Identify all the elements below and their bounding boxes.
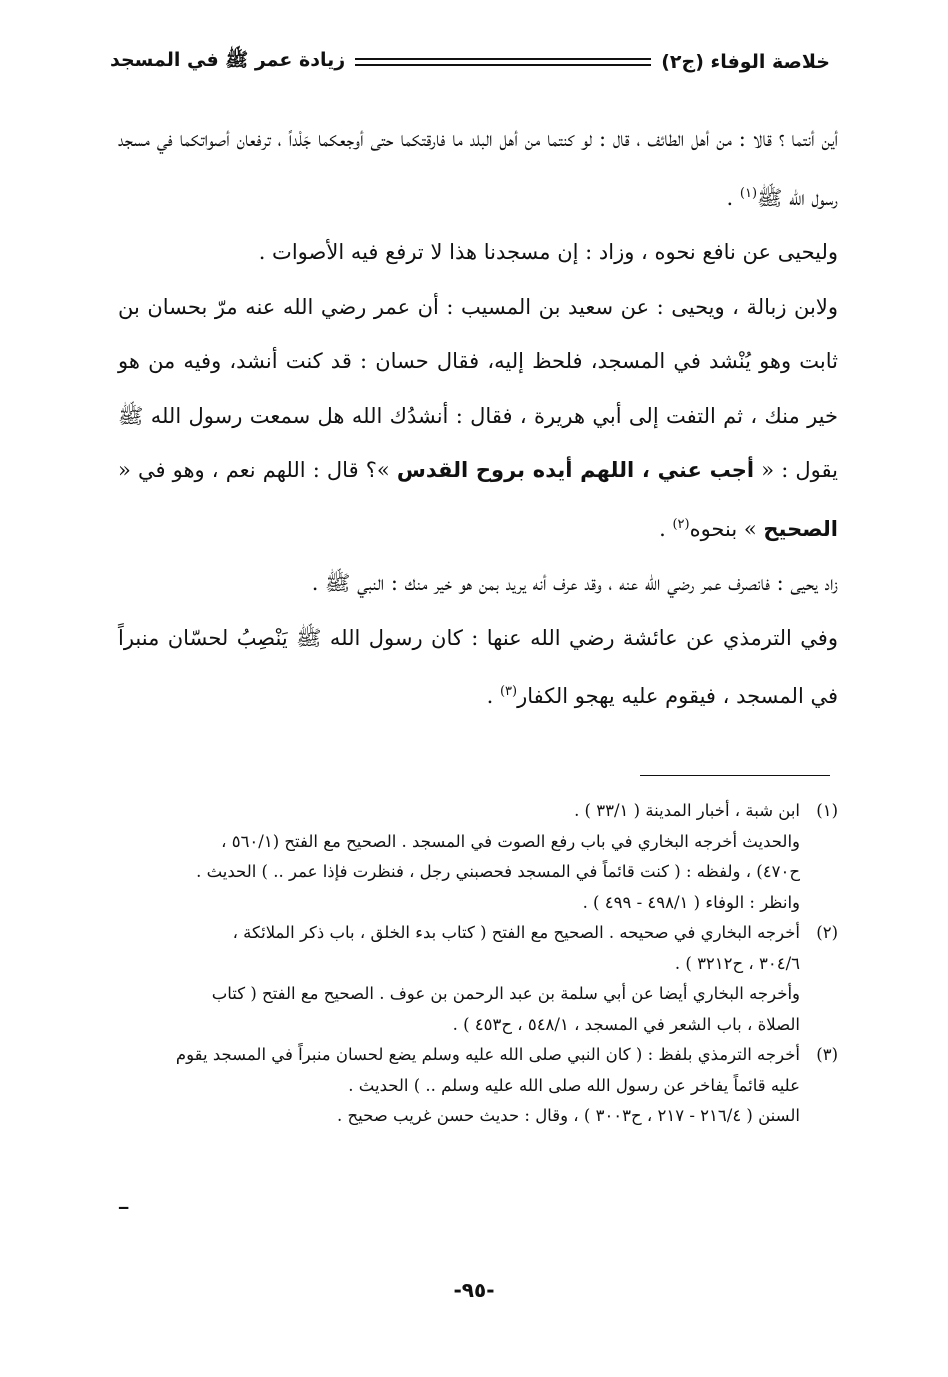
book-title: خلاصة الوفاء (ج٢) [661, 51, 830, 73]
page-number: -٩٥- [453, 1278, 495, 1302]
paragraph-3-text-a: ولابن زبالة ، ويحيى : عن سعيد بن المسيب : أن عمر رضي الله عنه مرّ بحسان بن ثابت وهو يُنْشد في المسجد، فلحظ إليه، فقال حسان : قد كنت أنشد، وفيه من هو خير منك ، ثم التفت إلى أبي هريرة ، فقال : أنشدُك الله هل سمعت رسول الله ﷺ يقول : « [118, 294, 838, 482]
footnote-line: ح٤٧٠) ، ولفظه : ( كنت قائماً في المسجد فحصبني رجل ، فنظرت فإذا عمر .. ) الحديث . [196, 862, 800, 881]
hadith-quote: أجب عني ، اللهم أيده بروح القدس [396, 458, 755, 482]
footnote-line: الصلاة ، باب الشعر في المسجد ، ٥٤٨/١ ، ح٤٥٣ ) . [452, 1014, 800, 1034]
footnote-3 [118, 1040, 838, 1132]
footnote-line: ابن شبة ، أخبار المدينة ( ٣٣/١ ) . [574, 801, 800, 820]
paragraph-5-end: . [486, 684, 500, 708]
paragraph-3-text-c: » بنحوه [689, 516, 764, 541]
paragraph-4: زاد يحيى : فانصرف عمر رضي الله عنه ، وقد عرف أنه يريد بمن هو خير منك : النبي ﷺ . [311, 571, 838, 595]
paragraph-1 [118, 112, 838, 225]
end-mark: -- [118, 1197, 128, 1216]
footnotes [118, 796, 838, 1132]
footnote-ref-3[interactable]: (٣) [499, 684, 518, 699]
footnote-number: (٢) [816, 923, 838, 942]
footnote-line: السنن ( ٢١٦/٤ - ٢١٧ ، ح٣٠٠٣ ) ، وقال : حديث حسن غريب صحيح . [336, 1106, 800, 1125]
paragraph-1-end: . [726, 185, 740, 210]
footnote-line: وأخرجه البخاري أيضا عن أبي سلمة بن عبد الرحمن بن عوف . الصحيح مع الفتح ( كتاب [211, 984, 800, 1003]
chapter-title: زيادة عمر ﷺ في المسجد [110, 49, 346, 71]
header-rule [355, 58, 651, 66]
footnote-line: ٣٠٤/٦ ، ح٣٢١٢ ) . [674, 953, 800, 973]
footnote-body [118, 918, 800, 1040]
footnote-2 [118, 918, 838, 1040]
footnote-body [118, 1040, 800, 1132]
footnote-number: (١) [816, 801, 838, 820]
footnote-1 [118, 796, 838, 918]
running-header [110, 42, 830, 82]
paragraph-5 [118, 611, 838, 724]
footnote-line: أخرجه البخاري في صحيحه . الصحيح مع الفتح ( كتاب بدء الخلق ، باب ذكر الملائكة ، [232, 923, 800, 942]
footnote-ref-2[interactable]: (٢) [672, 516, 690, 532]
footnote-line: أخرجه الترمذي بلفظ : ( كان النبي صلى الله عليه وسلم يضع لحسان منبراً في المسجد يقوم [175, 1045, 800, 1064]
paragraph-3-end: . [659, 516, 673, 541]
footnote-line: وانظر : الوفاء ( ٤٩٨/١ - ٤٩٩ ) . [582, 892, 800, 912]
paragraph-5-text: وفي الترمذي عن عائشة رضي الله عنها : كان رسول الله ﷺ يَنْصِبُ لحسّان منبراً في المسجد ، فيقوم عليه يهجو الكفار [118, 625, 838, 708]
footnote-body [118, 796, 800, 918]
footnote-ref-1[interactable]: (١) [739, 185, 758, 201]
footnote-number: (٣) [816, 1045, 838, 1064]
paragraph-1-text: أين أنتما ؟ قالا : من أهل الطائف ، قال : لو كنتما من أهل البلد ما فارقتكما حتى أوجعكما جَلْداً ، ترفعان أصواتكما في مسجد رسول الله ﷺ [118, 127, 838, 210]
paragraph-3-text-b: »؟ قال : اللهم نعم ، وهو في « [118, 458, 397, 482]
paragraph-2: وليحيى عن نافع نحوه ، وزاد : إن مسجدنا هذا لا ترفع فيه الأصوات . [258, 240, 838, 264]
footnote-line: والحديث أخرجه البخاري في باب رفع الصوت في المسجد . الصحيح مع الفتح (٥٦٠/١ ، [221, 831, 800, 851]
footnote-line: عليه قائماً يفاخر عن رسول الله صلى الله عليه وسلم .. ) الحديث . [348, 1075, 800, 1095]
sahih-reference: الصحيح [763, 516, 838, 541]
main-text [118, 112, 838, 724]
paragraph-3 [118, 280, 838, 557]
footnote-separator [640, 775, 830, 776]
